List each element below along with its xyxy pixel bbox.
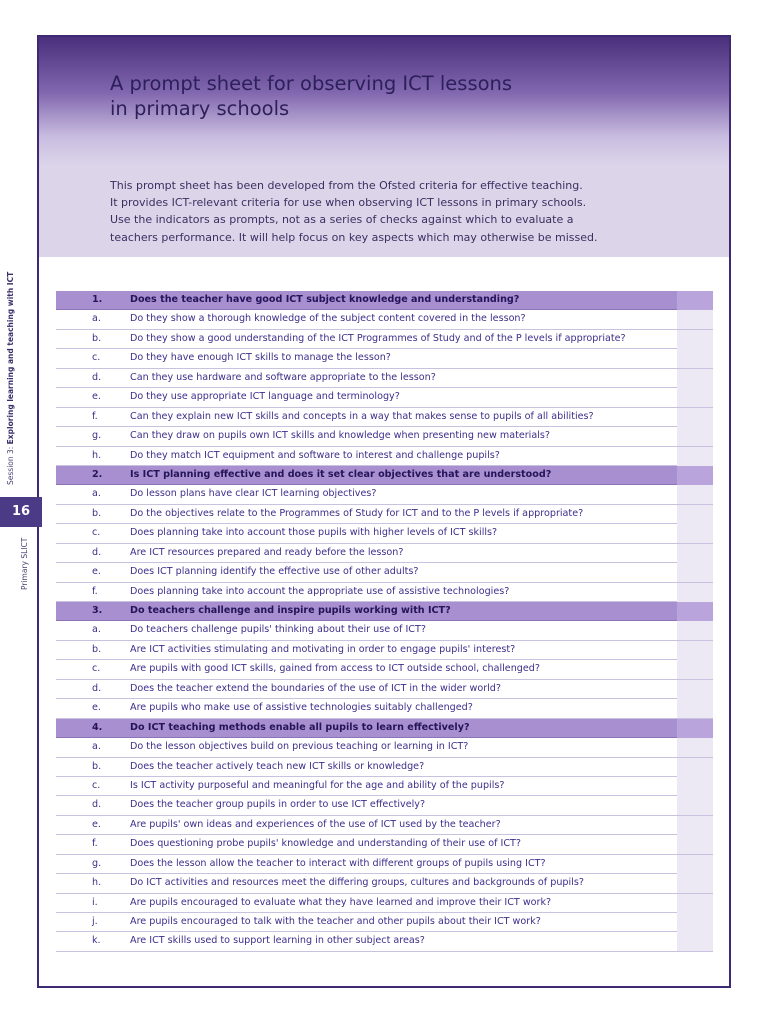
question-number: 4. xyxy=(92,721,103,733)
response-box xyxy=(677,505,713,524)
criterion-row xyxy=(56,310,713,329)
criterion-row xyxy=(56,369,713,388)
criterion-row xyxy=(56,680,713,699)
question-number: 2. xyxy=(92,468,103,480)
response-box xyxy=(677,621,713,640)
criterion-text: Are ICT skills used to support learning in other subject areas? xyxy=(130,935,425,947)
criterion-row xyxy=(56,563,713,582)
criterion-letter: a. xyxy=(92,741,101,753)
criterion-row xyxy=(56,447,713,466)
criterion-row xyxy=(56,835,713,854)
criterion-text: Can they explain new ICT skills and concepts in a way that makes sense to pupils of all abilities? xyxy=(130,410,594,422)
criterion-text: Does planning take into account the appropriate use of assistive technologies? xyxy=(130,585,510,597)
criterion-letter: f. xyxy=(92,410,98,422)
criterion-text: Does the teacher actively teach new ICT skills or knowledge? xyxy=(130,760,425,772)
response-box xyxy=(677,485,713,504)
question-row xyxy=(56,291,713,310)
session-prefix: Session 3: xyxy=(6,444,15,485)
response-box xyxy=(677,758,713,777)
response-box xyxy=(677,777,713,796)
criterion-text: Are ICT resources prepared and ready before the lesson? xyxy=(130,546,404,558)
question-row xyxy=(56,466,713,485)
criterion-text: Does planning take into account those pupils with higher levels of ICT skills? xyxy=(130,527,498,539)
response-box xyxy=(677,349,713,368)
criterion-text: Are ICT activities stimulating and motivating in order to engage pupils' interest? xyxy=(130,643,516,655)
intro-line: Use the indicators as prompts, not as a series of checks against which to evaluate a xyxy=(110,213,574,227)
response-box xyxy=(677,660,713,679)
sidebar-session-label xyxy=(6,272,15,485)
criterion-text: Do they show a good understanding of the ICT Programmes of Study and of the P levels if appropriate? xyxy=(130,332,626,344)
criterion-text: Do the lesson objectives build on previous teaching or learning in ICT? xyxy=(130,741,469,753)
criterion-letter: d. xyxy=(92,546,102,558)
criterion-row xyxy=(56,894,713,913)
intro-paragraph xyxy=(110,177,670,246)
criterion-letter: b. xyxy=(92,332,102,344)
criterion-text: Do the objectives relate to the Programmes of Study for ICT and to the P levels if appropriate? xyxy=(130,507,584,519)
response-box xyxy=(677,719,713,738)
criterion-row xyxy=(56,524,713,543)
criterion-letter: h. xyxy=(92,877,102,889)
criterion-text: Do they have enough ICT skills to manage the lesson? xyxy=(130,352,391,364)
criterion-letter: a. xyxy=(92,488,101,500)
criterion-letter: g. xyxy=(92,430,102,442)
sidebar-series-label: Primary SLICT xyxy=(20,537,29,590)
criterion-text: Do teachers challenge pupils' thinking about their use of ICT? xyxy=(130,624,426,636)
criterion-row xyxy=(56,758,713,777)
response-box xyxy=(677,738,713,757)
page-number: 16 xyxy=(0,497,42,527)
criterion-text: Does the lesson allow the teacher to interact with different groups of pupils using ICT? xyxy=(130,857,546,869)
criterion-row xyxy=(56,699,713,718)
criterion-row xyxy=(56,388,713,407)
response-box xyxy=(677,388,713,407)
criterion-text: Are pupils encouraged to evaluate what they have learned and improve their ICT work? xyxy=(130,896,552,908)
intro-line: teachers performance. It will help focus on key aspects which may otherwise be missed. xyxy=(110,230,598,244)
response-box xyxy=(677,466,713,485)
response-box xyxy=(677,602,713,621)
response-box xyxy=(677,524,713,543)
criterion-letter: k. xyxy=(92,935,101,947)
response-box xyxy=(677,932,713,951)
criterion-row xyxy=(56,641,713,660)
criterion-row xyxy=(56,932,713,951)
criterion-row xyxy=(56,913,713,932)
response-box xyxy=(677,680,713,699)
criterion-letter: d. xyxy=(92,682,102,694)
question-text: Is ICT planning effective and does it set clear objectives that are understood? xyxy=(130,468,552,480)
response-box xyxy=(677,835,713,854)
response-box xyxy=(677,544,713,563)
criterion-row xyxy=(56,583,713,602)
response-box xyxy=(677,855,713,874)
criteria-table xyxy=(56,291,713,952)
criterion-letter: h. xyxy=(92,449,102,461)
criterion-letter: c. xyxy=(92,352,101,364)
question-number: 3. xyxy=(92,605,103,616)
intro-line: This prompt sheet has been developed from the Ofsted criteria for effective teaching. xyxy=(110,179,583,192)
criterion-letter: c. xyxy=(92,779,101,791)
criterion-letter: b. xyxy=(92,760,102,772)
criterion-text: Are pupils with good ICT skills, gained from access to ICT outside school, challenged? xyxy=(130,663,540,675)
criterion-row xyxy=(56,816,713,835)
criterion-letter: b. xyxy=(92,507,102,519)
response-box xyxy=(677,583,713,602)
criterion-row xyxy=(56,330,713,349)
criterion-letter: d. xyxy=(92,371,102,383)
title-line-1: A prompt sheet for observing ICT lessons xyxy=(110,72,513,95)
criterion-letter: f. xyxy=(92,585,98,597)
criterion-text: Do ICT activities and resources meet the differing groups, cultures and backgrounds of pupils? xyxy=(130,877,584,889)
criterion-letter: c. xyxy=(92,527,101,539)
response-box xyxy=(677,894,713,913)
criterion-letter: g. xyxy=(92,857,102,869)
page-frame xyxy=(37,35,731,988)
response-box xyxy=(677,408,713,427)
criterion-row xyxy=(56,505,713,524)
criterion-letter: b. xyxy=(92,643,102,655)
response-box xyxy=(677,447,713,466)
criterion-row xyxy=(56,349,713,368)
criterion-letter: j. xyxy=(92,916,98,927)
question-text: Do teachers challenge and inspire pupils working with ICT? xyxy=(130,605,451,616)
criterion-letter: f. xyxy=(92,838,98,850)
question-text: Does the teacher have good ICT subject knowledge and understanding? xyxy=(130,294,520,305)
criterion-text: Does the teacher group pupils in order to use ICT effectively? xyxy=(130,799,426,811)
criterion-letter: i. xyxy=(92,896,98,908)
question-row xyxy=(56,719,713,738)
criterion-text: Is ICT activity purposeful and meaningful for the age and ability of the pupils? xyxy=(130,779,505,791)
criterion-text: Do they show a thorough knowledge of the subject content covered in the lesson? xyxy=(130,313,526,325)
response-box xyxy=(677,291,713,310)
response-box xyxy=(677,874,713,893)
criterion-row xyxy=(56,874,713,893)
criterion-text: Do lesson plans have clear ICT learning objectives? xyxy=(130,488,377,500)
criterion-row xyxy=(56,777,713,796)
page-title xyxy=(110,71,670,121)
criterion-row xyxy=(56,738,713,757)
criterion-row xyxy=(56,796,713,815)
response-box xyxy=(677,310,713,329)
question-number: 1. xyxy=(92,294,103,305)
response-box xyxy=(677,641,713,660)
criterion-letter: e. xyxy=(92,702,101,714)
response-box xyxy=(677,913,713,932)
response-box xyxy=(677,796,713,815)
criterion-text: Can they draw on pupils own ICT skills and knowledge when presenting new materials? xyxy=(130,430,550,442)
criterion-row xyxy=(56,621,713,640)
response-box xyxy=(677,427,713,446)
intro-line: It provides ICT-relevant criteria for use when observing ICT lessons in primary schools. xyxy=(110,196,587,210)
title-line-2: in primary schools xyxy=(110,97,290,120)
criterion-text: Do they match ICT equipment and software to interest and challenge pupils? xyxy=(130,449,500,461)
criterion-row xyxy=(56,485,713,504)
criterion-text: Are pupils encouraged to talk with the teacher and other pupils about their ICT work? xyxy=(130,916,541,927)
criterion-row xyxy=(56,408,713,427)
criterion-letter: c. xyxy=(92,663,101,675)
header-band xyxy=(39,37,729,257)
question-text: Do ICT teaching methods enable all pupils to learn effectively? xyxy=(130,721,470,733)
criterion-text: Does the teacher extend the boundaries of the use of ICT in the wider world? xyxy=(130,682,501,694)
criterion-letter: e. xyxy=(92,566,101,578)
response-box xyxy=(677,330,713,349)
criterion-text: Does ICT planning identify the effective use of other adults? xyxy=(130,566,419,578)
criterion-text: Can they use hardware and software appropriate to the lesson? xyxy=(130,371,436,383)
criterion-letter: a. xyxy=(92,624,101,636)
criterion-text: Does questioning probe pupils' knowledge and understanding of their use of ICT? xyxy=(130,838,522,850)
session-title: Exploring learning and teaching with ICT xyxy=(6,271,15,445)
response-box xyxy=(677,816,713,835)
criterion-text: Are pupils who make use of assistive technologies suitably challenged? xyxy=(130,702,473,714)
criterion-row xyxy=(56,427,713,446)
criterion-letter: e. xyxy=(92,818,101,830)
criterion-text: Are pupils' own ideas and experiences of the use of ICT used by the teacher? xyxy=(130,818,501,830)
criterion-row xyxy=(56,544,713,563)
response-box xyxy=(677,699,713,718)
criterion-letter: a. xyxy=(92,313,101,325)
criterion-row xyxy=(56,660,713,679)
criterion-text: Do they use appropriate ICT language and terminology? xyxy=(130,391,400,403)
response-box xyxy=(677,369,713,388)
criterion-letter: e. xyxy=(92,391,101,403)
question-row xyxy=(56,602,713,621)
criterion-row xyxy=(56,855,713,874)
criterion-letter: d. xyxy=(92,799,102,811)
response-box xyxy=(677,563,713,582)
